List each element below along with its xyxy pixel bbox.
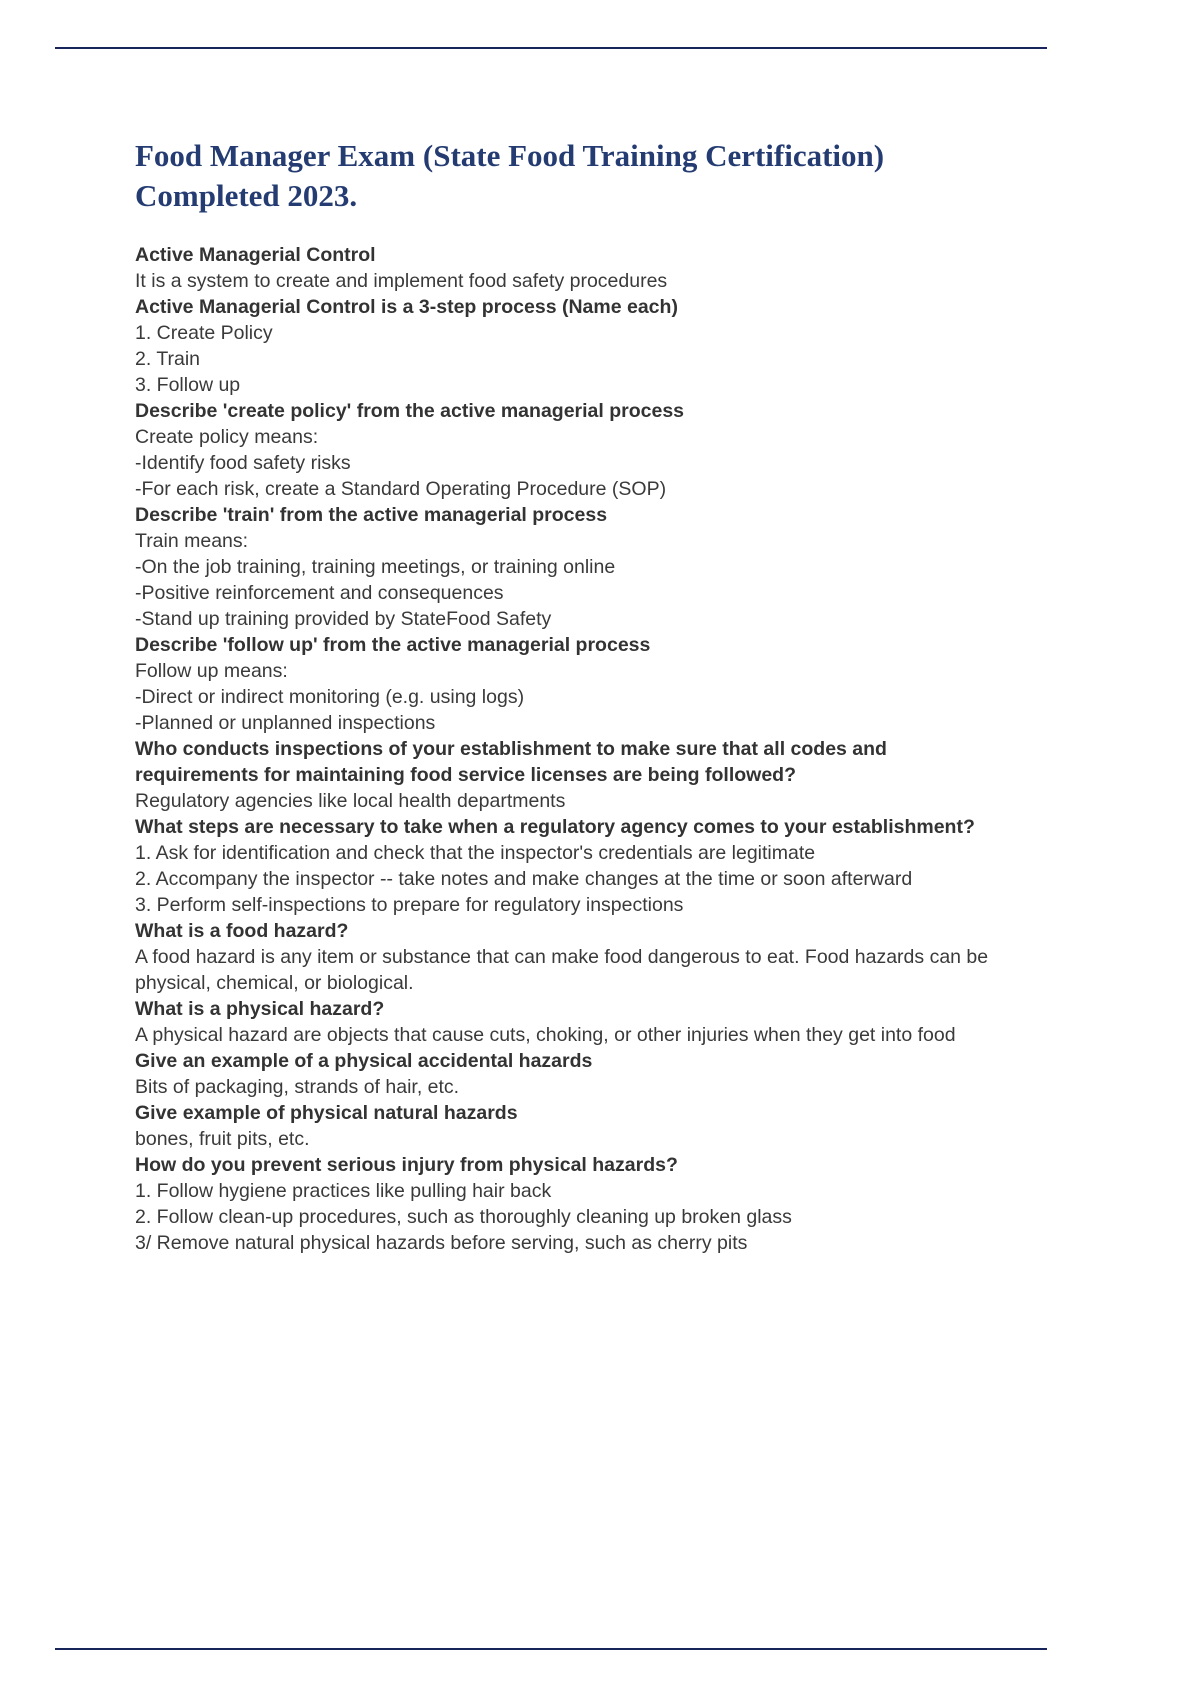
answer-line: -Planned or unplanned inspections — [135, 712, 436, 734]
answer-line: 1. Create Policy — [135, 322, 273, 344]
answer-line: -On the job training, training meetings, or training online — [135, 556, 616, 578]
question-line: Describe 'follow up' from the active managerial process — [135, 634, 651, 656]
document-title — [135, 136, 997, 216]
answer-line: 2. Train — [135, 348, 201, 370]
answer-line: 2. Accompany the inspector -- take notes and make changes at the time or soon afterward — [135, 868, 913, 890]
answer-line: 3. Follow up — [135, 374, 241, 396]
answer-line: It is a system to create and implement food safety procedures — [135, 270, 668, 292]
question-line: Give example of physical natural hazards — [135, 1102, 518, 1124]
question-line: What steps are necessary to take when a regulatory agency comes to your establishment? — [135, 816, 975, 838]
answer-line: Regulatory agencies like local health departments — [135, 790, 566, 812]
document-title-line-2: Completed 2023. — [135, 178, 358, 213]
question-line: Give an example of a physical accidental hazards — [135, 1050, 593, 1072]
question-line: Active Managerial Control is a 3-step process (Name each) — [135, 296, 678, 318]
answer-line: -Identify food safety risks — [135, 452, 351, 474]
question-line: Who conducts inspections of your establishment to make sure that all codes and requirements for maintaining food service licenses are being followed? — [135, 738, 887, 786]
answer-line: bones, fruit pits, etc. — [135, 1128, 310, 1150]
document-content — [135, 242, 997, 1256]
question-line: How do you prevent serious injury from physical hazards? — [135, 1154, 678, 1176]
answer-line: A physical hazard are objects that cause cuts, choking, or other injuries when they get into food — [135, 1024, 956, 1046]
answer-line: 3/ Remove natural physical hazards before serving, such as cherry pits — [135, 1232, 748, 1254]
question-line: Describe 'create policy' from the active managerial process — [135, 400, 685, 422]
question-line: What is a food hazard? — [135, 920, 349, 942]
answer-line: -Stand up training provided by StateFood Safety — [135, 608, 552, 630]
answer-line: 2. Follow clean-up procedures, such as thoroughly cleaning up broken glass — [135, 1206, 792, 1228]
question-line: Active Managerial Control — [135, 244, 376, 266]
answer-line: 3. Perform self-inspections to prepare for regulatory inspections — [135, 894, 684, 916]
question-line: Describe 'train' from the active managerial process — [135, 504, 608, 526]
answer-line: -For each risk, create a Standard Operating Procedure (SOP) — [135, 478, 667, 500]
answer-line: Follow up means: — [135, 660, 288, 682]
question-line: What is a physical hazard? — [135, 998, 385, 1020]
document-body — [135, 136, 997, 1256]
answer-line: -Direct or indirect monitoring (e.g. using logs) — [135, 686, 525, 708]
answer-line: A food hazard is any item or substance that can make food dangerous to eat. Food hazards can be physical, chemical, or biological. — [135, 946, 989, 994]
answer-line: -Positive reinforcement and consequences — [135, 582, 504, 604]
document-title-line-1: Food Manager Exam (State Food Training Certification) — [135, 138, 885, 173]
answer-line: 1. Ask for identification and check that the inspector's credentials are legitimate — [135, 842, 816, 864]
bottom-rule — [55, 1648, 1047, 1650]
answer-line: Bits of packaging, strands of hair, etc. — [135, 1076, 460, 1098]
answer-line: Train means: — [135, 530, 249, 552]
top-rule — [55, 47, 1047, 49]
answer-line: 1. Follow hygiene practices like pulling hair back — [135, 1180, 552, 1202]
answer-line: Create policy means: — [135, 426, 319, 448]
